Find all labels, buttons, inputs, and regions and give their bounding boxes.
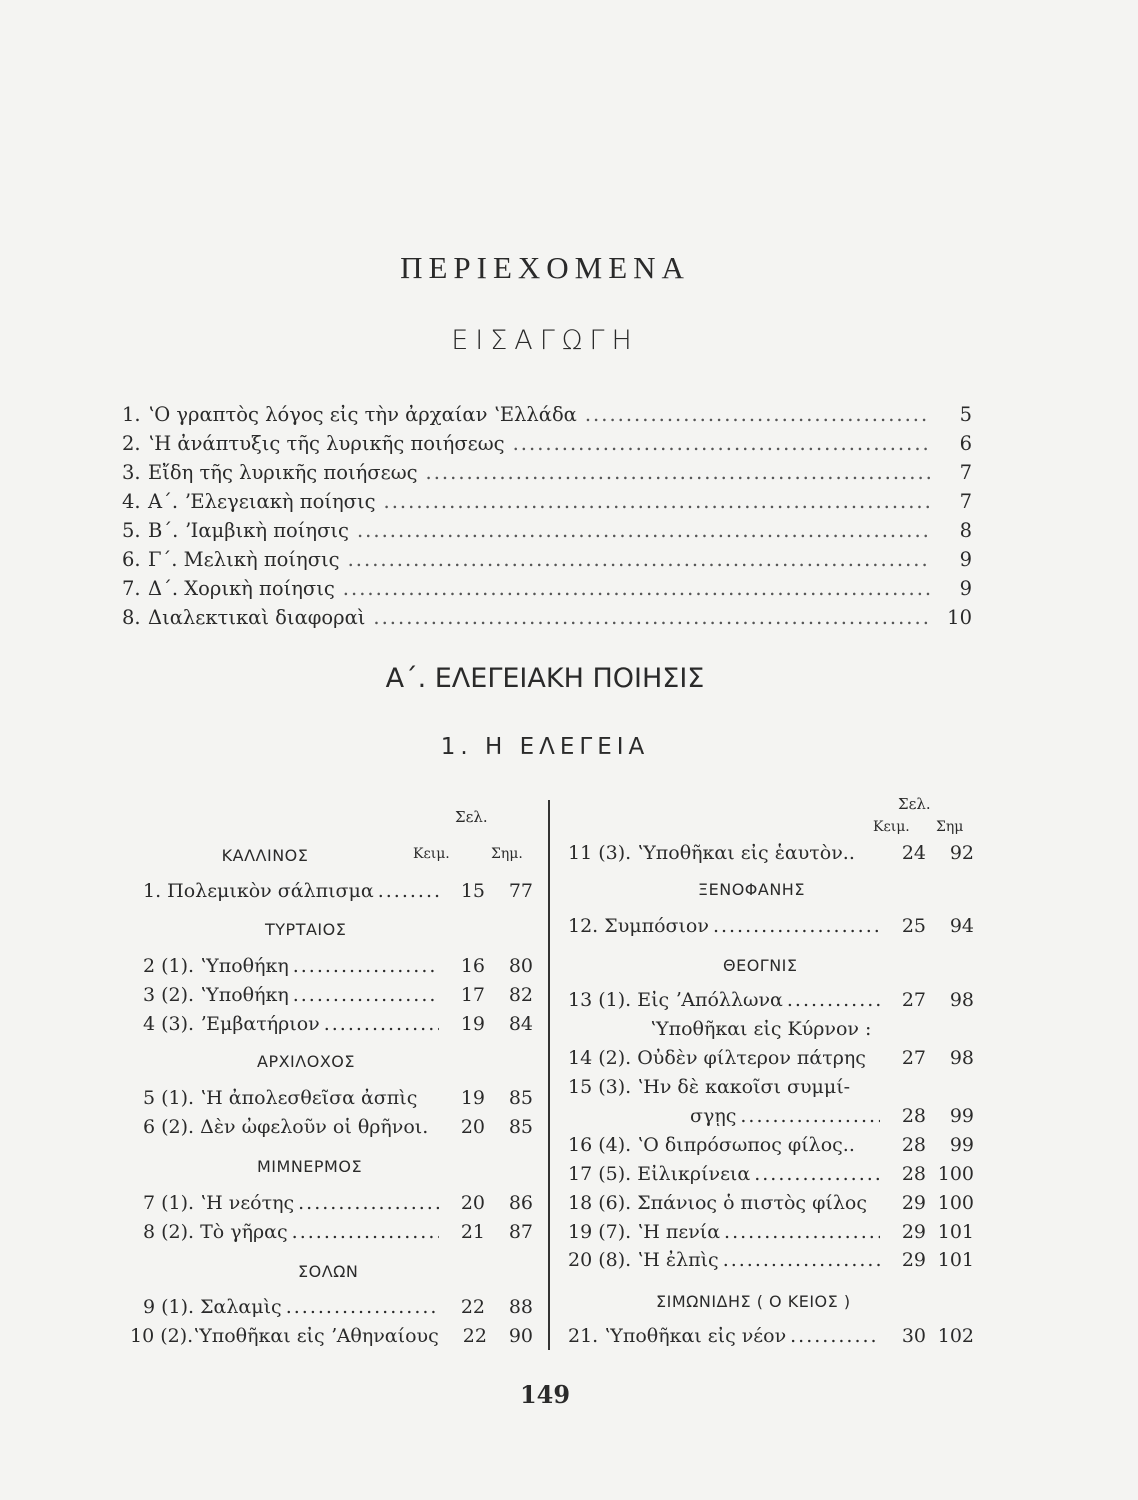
- entry-title: 12. Συμπόσιον: [568, 915, 709, 937]
- sub-heading: 1. Η ΕΛΕΓΕΙΑ: [440, 734, 650, 760]
- toc-row: [122, 461, 972, 490]
- toc-entry: [568, 1325, 974, 1347]
- col-header-keim: Κειμ.: [873, 819, 910, 835]
- toc-row: [122, 403, 972, 432]
- entry-keim: 30: [901, 1325, 926, 1347]
- entry-shm: 80: [508, 955, 533, 977]
- toc-page: 9: [959, 577, 972, 600]
- author-heading: ΜΙΜΝΕΡΜΟΣ: [257, 1157, 363, 1176]
- leader-dots: [357, 519, 930, 542]
- toc-num: 4.: [122, 490, 141, 513]
- leader-dots: [378, 880, 439, 902]
- leader-dots: [713, 915, 880, 937]
- entry-title: 7 (1). ʽΗ νεότης: [143, 1192, 295, 1214]
- entry-title: 17 (5). Εἰλικρίνεια: [568, 1163, 751, 1185]
- entry-keim: 22: [460, 1296, 485, 1318]
- col-header-shm: Σημ.: [491, 846, 523, 862]
- toc-title: Γ΄. Μελικὴ ποίησις: [148, 548, 340, 571]
- entry-title: 19 (7). ʽΗ πενία: [568, 1221, 721, 1243]
- author-heading: ΣΟΛΩΝ: [298, 1262, 359, 1281]
- leader-dots: [292, 1221, 439, 1243]
- col-header-sel: Σελ.: [455, 808, 488, 826]
- author-heading: ΚΑΛΛΙΝΟΣ: [221, 846, 309, 865]
- toc-row: [122, 519, 972, 548]
- author-heading: ΤΥΡΤΑΙΟΣ: [265, 920, 347, 939]
- entry-keim: 16: [460, 955, 485, 977]
- leader-dots: [286, 1296, 439, 1318]
- leader-dots: [298, 1192, 439, 1214]
- entry-title: 4 (3). ʼΕμβατήριον: [143, 1013, 320, 1035]
- leader-dots: [754, 1163, 880, 1185]
- entry-keim: 19: [460, 1013, 485, 1035]
- entry-title: 1. Πολεμικὸν σάλπισμα: [143, 880, 374, 902]
- entry-shm: 98: [949, 1047, 974, 1069]
- toc-entry: [143, 984, 533, 1006]
- entry-keim: 25: [901, 915, 926, 937]
- entry-keim: 24: [901, 842, 926, 864]
- toc-num: 7.: [122, 577, 141, 600]
- toc-title: Β΄. ʼΙαμβικὴ ποίησις: [148, 519, 349, 542]
- intro-heading: ΕΙΣΑΓΩΓΗ: [451, 325, 639, 356]
- entry-shm: 85: [508, 1087, 533, 1109]
- author-heading: ΘΕΟΓΝΙΣ: [723, 956, 798, 975]
- section-heading: Α΄. ΕΛΕΓΕΙΑΚΗ ΠΟΙΗΣΙΣ: [385, 663, 705, 694]
- leader-dots: [426, 461, 930, 484]
- author-heading: ΣΙΜΩΝΙΔΗΣ ( Ο ΚΕΙΟΣ ): [656, 1292, 851, 1311]
- entry-shm: 99: [949, 1105, 974, 1127]
- toc-entry: [143, 880, 533, 902]
- entry-shm: 88: [508, 1296, 533, 1318]
- toc-entry: [568, 1163, 974, 1185]
- entry-keim: 20: [460, 1116, 485, 1138]
- toc-title: Εἴδη τῆς λυρικῆς ποιήσεως: [148, 461, 418, 484]
- toc-row: [122, 432, 972, 461]
- toc-entry: [143, 1116, 533, 1138]
- entry-title: 5 (1). ʽΗ ἀπολεσθεῖσα ἀσπὶς: [143, 1087, 418, 1109]
- toc-entry: [143, 1087, 533, 1109]
- toc-num: 1.: [122, 403, 141, 426]
- toc-num: 8.: [122, 606, 141, 629]
- toc-entry: [143, 1296, 533, 1318]
- toc-title: Δ΄. Χορικὴ ποίησις: [148, 577, 335, 600]
- entry-title: 18 (6). Σπάνιος ὁ πιστὸς φίλος: [568, 1192, 867, 1214]
- entry-title: 14 (2). Οὐδὲν φίλτερον πάτρης: [568, 1047, 866, 1069]
- toc-entry: [568, 1221, 974, 1243]
- entry-title: 16 (4). ʽΟ διπρόσωπος φίλος..: [568, 1134, 855, 1156]
- toc-entry: [568, 1249, 974, 1271]
- entry-title: 2 (1). ʽΥποθήκη: [143, 955, 289, 977]
- leader-dots: [724, 1221, 880, 1243]
- leader-dots: [324, 1013, 439, 1035]
- entry-keim: 21: [460, 1221, 485, 1243]
- column-divider: [548, 800, 550, 1350]
- leader-dots: [513, 432, 930, 455]
- toc-page: 5: [959, 403, 972, 426]
- toc-entry: [568, 915, 974, 937]
- toc-num: 2.: [122, 432, 141, 455]
- entry-keim: 29: [901, 1249, 926, 1271]
- toc-entry: [143, 1013, 533, 1035]
- entry-keim: 28: [901, 1163, 926, 1185]
- entry-title: 15 (3). ʽΗν δὲ κακοῖσι συμμί-: [568, 1076, 851, 1098]
- entry-keim: 27: [901, 989, 926, 1011]
- toc-num: 6.: [122, 548, 141, 571]
- page-number: 149: [519, 1380, 571, 1409]
- toc-entry: [568, 1076, 974, 1098]
- entry-title: 21. ʽΥποθῆκαι εἰς νέον: [568, 1325, 787, 1347]
- toc-entry: [143, 1221, 533, 1243]
- entry-keim: 22: [462, 1325, 487, 1347]
- toc-page: 8: [959, 519, 972, 542]
- toc-entry: [690, 1105, 974, 1127]
- entry-shm: 82: [508, 984, 533, 1006]
- author-heading: ΑΡΧΙΛΟΧΟΣ: [257, 1052, 355, 1071]
- toc-entry: [568, 989, 974, 1011]
- toc-entry: [568, 1192, 974, 1214]
- toc-title: Α΄. ʼΕλεγειακὴ ποίησις: [148, 490, 376, 513]
- intro-toc: [122, 403, 972, 635]
- toc-row: [122, 548, 972, 577]
- entry-shm: 100: [937, 1163, 974, 1185]
- toc-entry: [568, 1047, 974, 1069]
- toc-page: 6: [959, 432, 972, 455]
- leader-dots: [723, 1249, 880, 1271]
- toc-row: [122, 606, 972, 635]
- author-heading: ΞΕΝΟΦΑΝΗΣ: [698, 880, 805, 899]
- page-title: ΠΕΡΙΕΧΟΜΕΝΑ: [400, 250, 690, 285]
- entry-title: σγῃς: [690, 1105, 737, 1127]
- leader-dots: [293, 955, 439, 977]
- toc-page: 7: [959, 461, 972, 484]
- entry-shm: 102: [937, 1325, 974, 1347]
- entry-shm: 86: [508, 1192, 533, 1214]
- entry-shm: 84: [508, 1013, 533, 1035]
- leader-dots: [787, 989, 880, 1011]
- leader-dots: [373, 606, 930, 629]
- entry-shm: 100: [937, 1192, 974, 1214]
- toc-num: 5.: [122, 519, 141, 542]
- leader-dots: [348, 548, 930, 571]
- entry-keim: 17: [460, 984, 485, 1006]
- leader-dots: [585, 403, 930, 426]
- entry-title: 13 (1). Εἰς ʼΑπόλλωνα: [568, 989, 783, 1011]
- col-header-shm: Σημ: [936, 819, 964, 835]
- leader-dots: [293, 984, 439, 1006]
- toc-page: 7: [959, 490, 972, 513]
- toc-title: ʽΟ γραπτὸς λόγος εἰς τὴν ἀρχαίαν ʽΕλλάδα: [148, 403, 577, 426]
- entry-title: 9 (1). Σαλαμὶς: [143, 1296, 282, 1318]
- toc-title: ʽΗ ἀνάπτυξις τῆς λυρικῆς ποιήσεως: [148, 432, 505, 455]
- leader-dots: [384, 490, 930, 513]
- col-header-keim: Κειμ.: [413, 846, 450, 862]
- entry-shm: 101: [937, 1249, 974, 1271]
- entry-title: 11 (3). ʽΥποθῆκαι εἰς ἑαυτὸν..: [568, 842, 855, 864]
- toc-entry: [130, 1325, 533, 1347]
- toc-title: Διαλεκτικαὶ διαφοραὶ: [148, 606, 366, 629]
- entry-shm: 85: [508, 1116, 533, 1138]
- entry-keim: 28: [901, 1105, 926, 1127]
- entry-keim: 19: [460, 1087, 485, 1109]
- col-header-sel: Σελ.: [898, 795, 931, 813]
- entry-title: 10 (2).ʽΥποθῆκαι εἰς ʼΑθηναίους: [130, 1325, 439, 1347]
- toc-entry: [143, 1192, 533, 1214]
- entry-shm: 92: [949, 842, 974, 864]
- subsection-label: ʽΥποθῆκαι εἰς Κύρνον :: [650, 1018, 872, 1040]
- entry-shm: 90: [508, 1325, 533, 1347]
- entry-shm: 77: [508, 880, 533, 902]
- leader-dots: [790, 1325, 880, 1347]
- toc-row: [122, 577, 972, 606]
- entry-shm: 94: [949, 915, 974, 937]
- entry-title: 8 (2). Τὸ γῆρας: [143, 1221, 288, 1243]
- toc-entry: [568, 842, 974, 864]
- entry-shm: 99: [949, 1134, 974, 1156]
- entry-shm: 101: [937, 1221, 974, 1243]
- entry-title: 6 (2). Δὲν ὠφελοῦν οἱ θρῆνοι.: [143, 1116, 429, 1138]
- entry-shm: 87: [508, 1221, 533, 1243]
- entry-shm: 98: [949, 989, 974, 1011]
- leader-dots: [343, 577, 930, 600]
- toc-page: 9: [959, 548, 972, 571]
- toc-entry: [568, 1134, 974, 1156]
- leader-dots: [740, 1105, 880, 1127]
- entry-keim: 27: [901, 1047, 926, 1069]
- entry-keim: 15: [460, 880, 485, 902]
- entry-title: 20 (8). ʽΗ ἐλπὶς: [568, 1249, 719, 1271]
- toc-num: 3.: [122, 461, 141, 484]
- entry-keim: 28: [901, 1134, 926, 1156]
- toc-page: 10: [947, 606, 972, 629]
- entry-keim: 20: [460, 1192, 485, 1214]
- entry-keim: 29: [901, 1192, 926, 1214]
- entry-keim: 29: [901, 1221, 926, 1243]
- toc-row: [122, 490, 972, 519]
- toc-entry: [143, 955, 533, 977]
- entry-title: 3 (2). ʽΥποθήκη: [143, 984, 289, 1006]
